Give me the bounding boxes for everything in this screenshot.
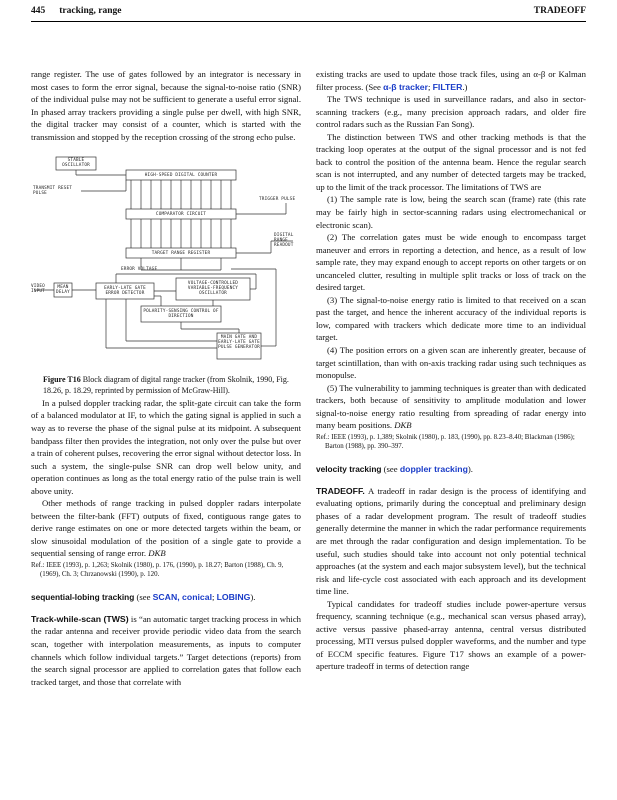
- left-column: [31, 68, 301, 688]
- separator: ;: [428, 81, 431, 92]
- spacer: [316, 454, 586, 463]
- left-paragraph-3: [31, 497, 301, 560]
- spacer: [31, 604, 301, 613]
- limitation-2: (2) The correlation gates must be wide enough to encompass target maneuver and errors in reporting a detection, and hence, as a result of low sample rate, they may expand enough to accept reports on other targets or on uncanceled clutter, resulting in multiple split tracks or loss of track on the desired target.: [316, 232, 586, 293]
- label-digital-range-readout: DIGITAL RANGE READOUT: [274, 233, 294, 249]
- separator: ;: [212, 592, 215, 603]
- label-main-gate: MAIN GATE AND EARLY-LATE GATE PULSE GENERATOR: [218, 335, 260, 351]
- limitation-4: (4) The position errors on a given scan are inherently greater, because of target scintillation, than with on-axis tracking radar using such techniques as monopulse.: [316, 345, 586, 381]
- see-label: (see: [383, 464, 398, 475]
- figure-caption: [31, 375, 301, 397]
- label-high-speed-counter: HIGH-SPEED DIGITAL COUNTER: [144, 172, 218, 178]
- see-label: (see: [136, 592, 151, 603]
- left-paragraph-3-text: Other methods of range tracking in pulsed doppler radars interpolate between the filter-bank (FFT) outputs of fixed, contiguous range gates to derive range estimates on one or more detected targets within the beam, or slow sinusoidal modulation of the position of a single gate to provide a sequential sensing of range error.: [31, 498, 301, 559]
- running-header: [31, 6, 586, 20]
- author-initials: DKB: [394, 420, 412, 431]
- label-error-voltage: ERROR VOLTAGE: [121, 267, 158, 273]
- label-trigger-pulse: TRIGGER PULSE: [259, 197, 296, 203]
- link-filter[interactable]: FILTER: [432, 81, 463, 92]
- tradeoff-entry: [316, 485, 586, 598]
- tws-text: is “an automatic target tracking process in which the radar antenna and receiver provide periodic video data from the search scan, together with interpolation measurements, as inputs to computer channels which follow individual targets.” Target detections (reports) from the search signal processor are applied to correlation gates that follow each tracked target, and those that correlate with: [31, 613, 302, 687]
- spacer: [316, 476, 586, 485]
- tradeoff-paragraph-1: A tradeoff in radar design is the process of identifying and evaluating options, primarily during the conceptual and preliminary design phases of a radar development program. The result of tradeoff studies generally determine the manner in which the radar performance requirements are met through the radar configuration and design implementation. To be useful, such studies should take into account not only potential technical approaches (at the system and each major subsystem level), but the technical risk and life-cycle cost associated with each approach and its development time line.: [316, 485, 586, 597]
- label-target-range-register: TARGET RANGE REGISTER: [151, 250, 211, 256]
- closing: ).: [467, 464, 473, 475]
- label-comparator: COMPARATOR CIRCUIT: [155, 211, 207, 217]
- link-alpha-beta-tracker[interactable]: α-β tracker: [383, 81, 428, 92]
- closing: .): [462, 81, 468, 92]
- range-tracker-diagram: [31, 153, 301, 371]
- entry-head-velocity-tracking: velocity tracking: [316, 464, 382, 475]
- link-lobing[interactable]: LOBING: [216, 592, 251, 603]
- tradeoff-paragraph-2: Typical candidates for tradeoff studies include power-aperture versus frequency, scanning technique (e.g., mechanical scan versus phased array), active versus passive phased-array antenna, central versus distributed processing, MTI versus pulsed doppler waveforms, and the number and type of ECCM specific features. Figure T17 shows an example of a power-aperture tradeoff in terms of detection range: [316, 598, 586, 672]
- right-column: [316, 68, 586, 673]
- velocity-tracking-entry: [316, 463, 586, 476]
- entry-head-tradeoff: TRADEOFF.: [316, 485, 365, 496]
- right-paragraph-1-text: existing tracks are used to update those track files, using an α-β or Kalman filter process. (See: [316, 69, 586, 92]
- reference-1: Ref.: IEEE (1993), p. 1,263; Skolnik (1980), p. 176, (1990), p. 18.27; Barton (1988), Ch. 9, (1969), Ch. 3; Chrzanowski (1990), p. 120.: [31, 561, 284, 579]
- right-paragraph-1: [316, 68, 586, 93]
- limitation-5-text: (5) The vulnerability to jamming techniques is greater than with dedicated trackers, both because of sensitivity to amplitude modulation and lower signal-to-noise energy ratio resulting from spreading of radar energy into many beam positions.: [316, 382, 586, 431]
- running-title: tracking, range: [59, 6, 122, 16]
- left-paragraph-1: range register. The use of gates followed by an integrator is necessary in most cases to form the error signal, because the signal-to-noise ratio (SNR) of the individual pulse may not be sufficient to generate a useful error signal. In phased array trackers providing a single pulse per dwell, with high SNR, the digital tracker may consist of a counter, which is started with the transmission and stopped by the reception crossing of the strong echo pulse.: [31, 69, 301, 142]
- left-paragraph-2: In a pulsed doppler tracking radar, the split-gate circuit can take the form of a balanced modulator at IF, to which the gating signal is applied in such a way as to reverse the phase of the signal pulse at its midpoint. A subsequent bandpass filter then provides the integration, not only over the pulse but over a train of coherent pulses, recovering the error signal without detector loss. In such a system, the single-pulse SNR can drop well below unity, and operation continues as long as the total energy ratio of the pulse train is well above unity.: [31, 397, 301, 496]
- limitation-1: (1) The sample rate is low, being the search scan (frame) rate (this rate may be fairly high in sector-scanning radars using electromechanical or electronic scan).: [316, 194, 586, 230]
- caption-text: Block diagram of digital range tracker (from Skolnik, 1990, Fig. 18.26, p. 18.29, reprinted by permission of McGraw-Hill).: [43, 375, 289, 396]
- caption-label: Figure T16: [43, 375, 81, 385]
- label-video-input: VIDEO INPUT: [31, 284, 45, 295]
- author-initials: DKB: [148, 548, 166, 559]
- track-while-scan-entry: [31, 613, 301, 688]
- section-title: TRADEOFF: [533, 6, 586, 16]
- entry-head-sequential-lobing: sequential-lobing tracking: [31, 592, 135, 603]
- right-paragraph-2: The TWS technique is used in surveillance radars, and also in sector-scanning trackers (e.g., many precision approach radars, and older fire control radars such as the Russian Fan Song).: [316, 94, 586, 130]
- label-polarity-sensing: POLARITY-SENSING CONTROL OF DIRECTION: [143, 309, 219, 320]
- entry-head-tws: Track-while-scan (TWS): [31, 613, 129, 624]
- label-transmit-pulse: TRANSMIT RESET PULSE: [33, 186, 73, 197]
- closing: ).: [250, 592, 256, 603]
- header-rule: [31, 21, 586, 22]
- label-vco: VOLTAGE-CONTROLLED VARIABLE-FREQUENCY OSCILLATOR: [187, 281, 239, 297]
- reference-2: Ref.: IEEE (1993), p. 1,389; Skolnik (1980), p. 183, (1990), pp. 8.23–8.40; Blackman (1986); Barton (1988), pp. 390–397.: [316, 433, 575, 451]
- spacer: [31, 582, 301, 591]
- right-paragraph-3: The distinction between TWS and other tracking methods is that the tracking loop operates at the output of the signal processor and is not fed back to control the position of the antenna beam. Hence the regular search scan is not interrupted, and any number of detected targets may be tracked, up to the limit of the track processor. The limitations of TWS are: [316, 131, 586, 192]
- label-stable-oscillator: STABLE OSCILLATOR: [62, 158, 90, 169]
- header-left: [31, 6, 122, 16]
- link-doppler-tracking[interactable]: doppler tracking: [399, 464, 468, 475]
- page-number: 445: [31, 6, 46, 16]
- label-early-late-gate: EARLY-LATE GATE ERROR DETECTOR: [104, 286, 146, 297]
- label-mean-delay: MEAN DELAY: [56, 285, 70, 296]
- limitation-3: (3) The signal-to-noise energy ratio is limited to that received on a scan past the target, and hence the inherent accuracy of the individual reports is low, compared with trackers which dedicate more time to an individual target.: [316, 294, 586, 343]
- limitation-5: [316, 382, 586, 432]
- sequential-lobing-entry: [31, 591, 301, 604]
- link-scan-conical[interactable]: SCAN, conical: [152, 592, 212, 603]
